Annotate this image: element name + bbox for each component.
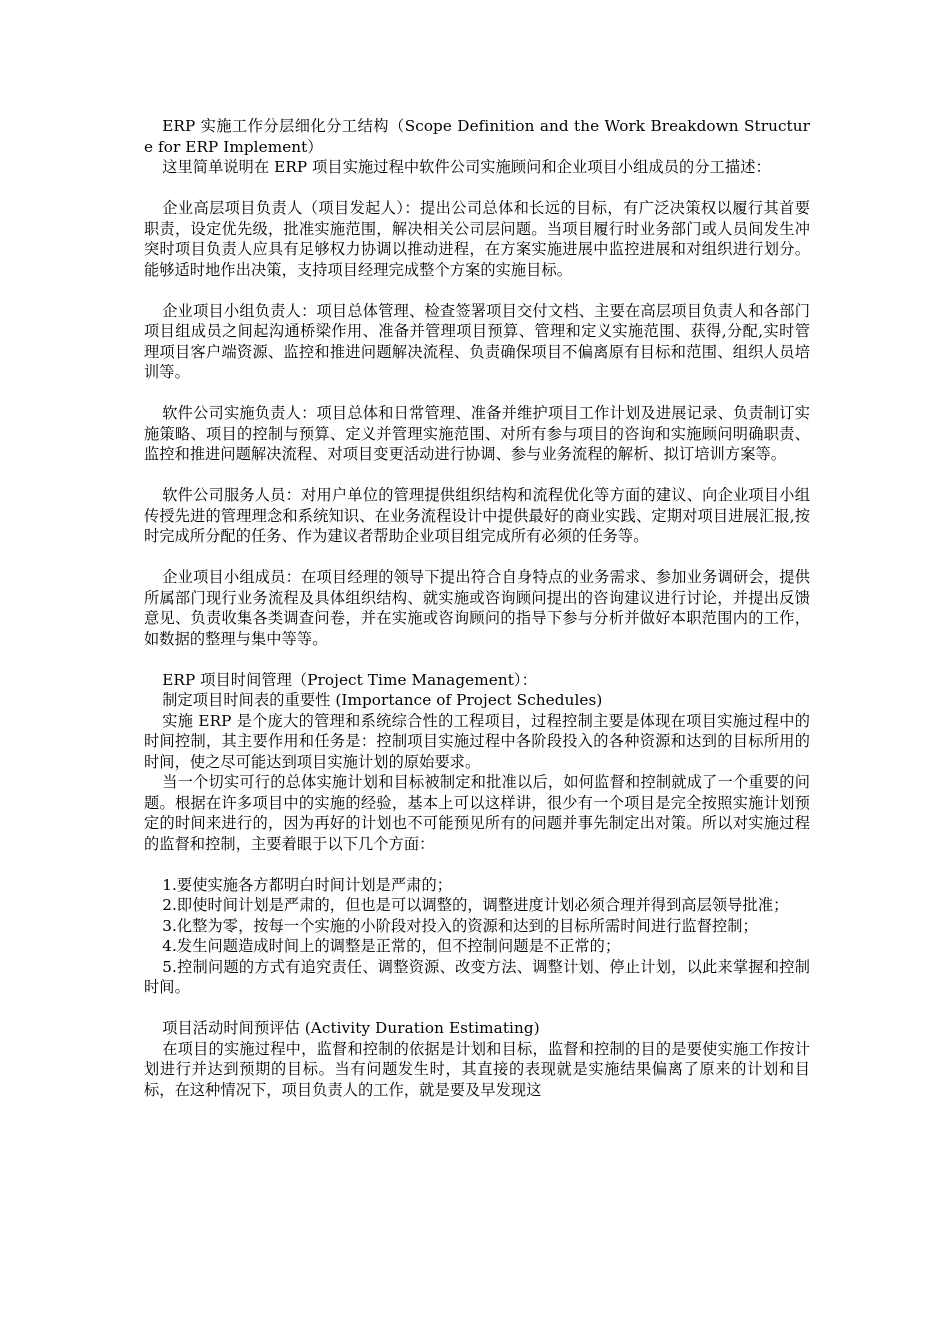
schedule-paragraph-2: 当一个切实可行的总体实施计划和目标被制定和批准以后，如何监督和控制就成了一个重要的问题。根据在许多项目中的实施的经验，基本上可以这样讲，很少有一个项目是完全按照实施计划预定的时间来进行的，因为再好的计划也不可能预见所有的问题并事先制定出对策。所以对实施过程的监督和控制，主要着眼于以下几个方面： xyxy=(144,773,810,853)
schedule-importance-heading: 制定项目时间表的重要性 (Importance of Project Schedules) xyxy=(162,691,603,709)
role-vendor-staff: 软件公司服务人员：对用户单位的管理提供组织结构和流程优化等方面的建议、向企业项目小组传授先进的管理理念和系统知识、在业务流程设计中提供最好的商业实践、定期对项目进展汇报,按时完成所分配的任务、作为建议者帮助企业项目组完成所有必须的任务等。 xyxy=(144,486,810,545)
control-point-2: 2.即使时间计划是严肃的，但也是可以调整的，调整进度计划必须合理并得到高层领导批准； xyxy=(162,896,789,914)
spacer xyxy=(144,178,810,199)
time-management-heading: ERP 项目时间管理（Project Time Management）： xyxy=(162,670,537,689)
role-vendor-lead: 软件公司实施负责人：项目总体和日常管理、准备并维护项目工作计划及进展记录、负责制订实施策略、项目的控制与预算、定义并管理实施范围、对所有参与项目的咨询和实施顾问明确职责、监控和推进问题解决流程、对项目变更活动进行协调、参与业务流程的解析、拟订培训方案等。 xyxy=(144,404,810,463)
intro-paragraph: 这里简单说明在 ERP 项目实施过程中软件公司实施顾问和企业项目小组成员的分工描述： xyxy=(162,158,771,176)
spacer xyxy=(144,383,810,404)
document-title: ERP 实施工作分层细化分工结构（Scope Definition and the Work Breakdown Structure for ERP Implement） xyxy=(144,117,810,156)
role-executive-sponsor: 企业高层项目负责人（项目发起人）：提出公司总体和长远的目标，有广泛决策权以履行其首要职责，设定优先级，批准实施范围，解决相关公司层问题。当项目履行时业务部门或人员间发生冲突时项目负责人应具有足够权力协调以推动进程，在方案实施进展中监控进展和对组织进行划分。能够适时地作出决策，支持项目经理完成整个方案的实施目标。 xyxy=(144,199,810,279)
duration-estimating-heading: 项目活动时间预评估 (Activity Duration Estimating) xyxy=(162,1019,540,1037)
document-page xyxy=(144,116,810,1100)
control-point-4: 4.发生问题造成时间上的调整是正常的，但不控制问题是不正常的； xyxy=(162,937,621,955)
role-team-member: 企业项目小组成员：在项目经理的领导下提出符合自身特点的业务需求、参加业务调研会，提供所属部门现行业务流程及具体组织结构、就实施或咨询顾问提出的咨询建议进行讨论，并提出反馈意见、负责收集各类调查问卷，并在实施或咨询顾问的指导下参与分析并做好本职范围内的工作，如数据的整理与集中等等。 xyxy=(144,568,810,648)
spacer xyxy=(144,547,810,568)
control-point-3: 3.化整为零，按每一个实施的小阶段对投入的资源和达到的目标所需时间进行监督控制； xyxy=(162,916,758,935)
duration-estimating-paragraph: 在项目的实施过程中，监督和控制的依据是计划和目标，监督和控制的目的是要使实施工作按计划进行并达到预期的目标。当有问题发生时，其直接的表现就是实施结果偏离了原来的计划和目标，在这种情况下，项目负责人的工作，就是要及早发现这 xyxy=(144,1039,810,1099)
spacer xyxy=(144,854,810,875)
spacer xyxy=(144,465,810,486)
role-project-lead: 企业项目小组负责人：项目总体管理、检查签署项目交付文档、主要在高层项目负责人和各部门项目组成员之间起沟通桥梁作用、准备并管理项目预算、管理和定义实施范围、获得,分配,实时管理项目客户端资源、监控和推进问题解决流程、负责确保项目不偏离原有目标和范围、组织人员培训等。 xyxy=(144,301,810,381)
schedule-paragraph-1: 实施 ERP 是个庞大的管理和系统综合性的工程项目，过程控制主要是体现在项目实施过程中的时间控制，其主要作用和任务是：控制项目实施过程中各阶段投入的各种资源和达到的目标所用的时间，使之尽可能达到项目实施计划的原始要求。 xyxy=(144,711,810,771)
spacer xyxy=(144,280,810,301)
spacer xyxy=(144,649,810,670)
control-point-5: 5.控制问题的方式有追究责任、调整资源、改变方法、调整计划、停止计划，以此来掌握和控制时间。 xyxy=(144,957,810,996)
control-point-1: 1.要使实施各方都明白时间计划是严肃的； xyxy=(162,875,453,894)
spacer xyxy=(144,998,810,1019)
